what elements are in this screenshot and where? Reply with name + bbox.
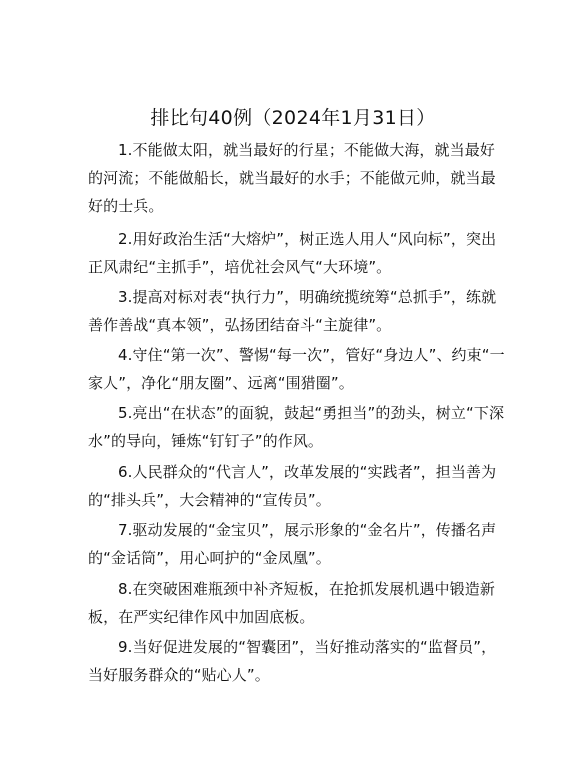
paragraph-item-4: 4.守住“第一次”、警惕“每一次”，管好“身边人”、约束“一家人”，净化“朋友圈”、远离“围猎圈”。 xyxy=(88,346,505,392)
paragraph-item-5: 5.亮出“在状态”的面貌，鼓起“勇担当”的劲头，树立“下深水”的导向，锤炼“钉钉子”的作风。 xyxy=(88,404,505,450)
paragraph-item-3: 3.提高对标对表“执行力”，明确统揽统筹“总抓手”，练就善作善战“真本领”，弘扬团结奋斗“主旋律”。 xyxy=(88,288,497,334)
document-title: 排比句40例（2024年1月31日） xyxy=(150,107,436,129)
paragraph-item-1: 1.不能做太阳，就当最好的行星；不能做大海，就当最好的河流；不能做船长，就当最好的水手；不能做元帅，就当最好的士兵。 xyxy=(88,141,496,215)
paragraph-item-8: 8.在突破困难瓶颈中补齐短板，在抢抓发展机遇中锻造新板，在严实纪律作风中加固底板。 xyxy=(88,580,495,626)
paragraph-item-6: 6.人民群众的“代言人”，改革发展的“实践者”，担当善为的“排头兵”，大会精神的“宣传员”。 xyxy=(88,463,497,509)
paragraph-item-7: 7.驱动发展的“金宝贝”，展示形象的“金名片”，传播名声的“金话筒”，用心呵护的“金凤凰”。 xyxy=(88,521,497,567)
paragraph-item-9: 9.当好促进发展的“智囊团”，当好推动落实的“监督员”，当好服务群众的“贴心人”。 xyxy=(88,638,497,684)
paragraph-item-2: 2.用好政治生活“大熔炉”，树正选人用人“风向标”，突出正风肃纪“主抓手”，培优社会风气“大环境”。 xyxy=(88,230,497,276)
